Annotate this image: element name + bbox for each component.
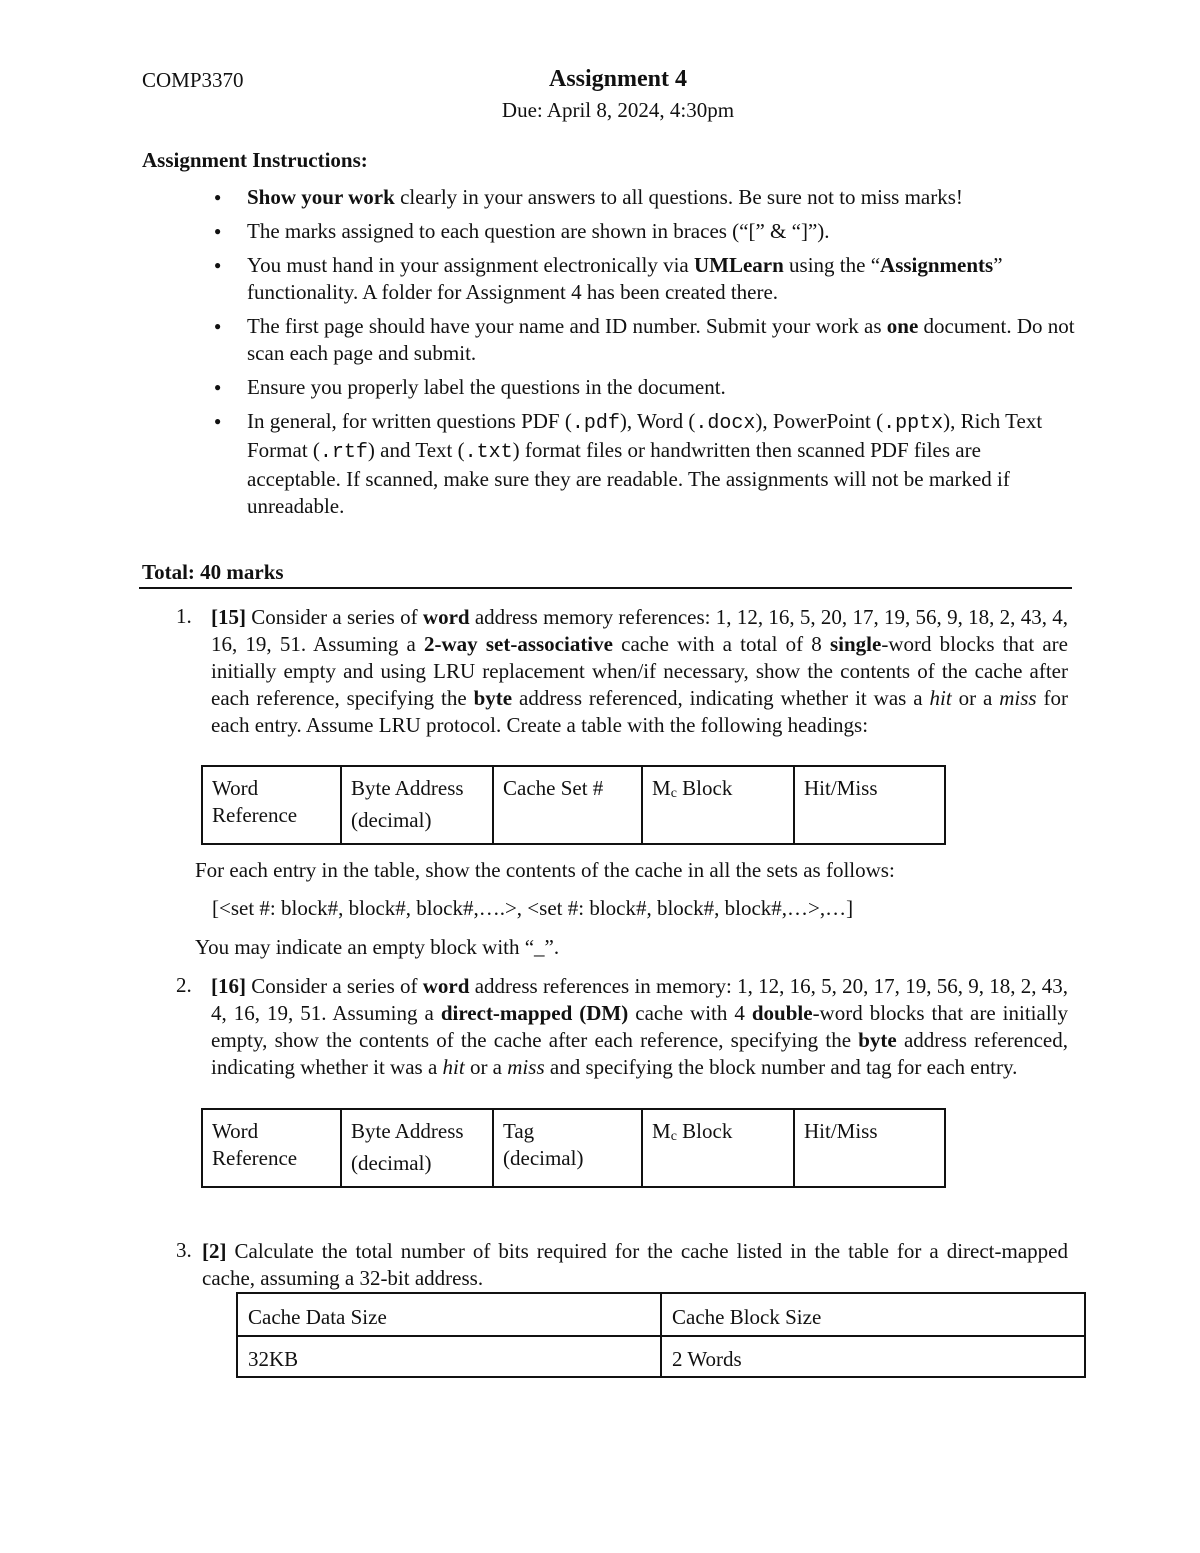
list-item	[247, 184, 1077, 211]
item-text: ) format files or handwritten then scanned PDF files are acceptable. If scanned, make sure they are readable. The assignments will not be marked if unreadable.	[247, 438, 1010, 518]
cell-text: Cache Set #	[503, 776, 604, 800]
emphasis: hit	[442, 1055, 465, 1079]
item-text: document. Do not scan each page and submit.	[247, 314, 1075, 365]
code-ext: .rtf	[319, 441, 368, 464]
table-cell	[661, 1336, 1085, 1377]
question-2-text	[211, 973, 1068, 1081]
cell-text: 32KB	[248, 1347, 299, 1371]
table-cell	[341, 766, 493, 844]
emphasis: one	[886, 314, 919, 338]
item-text: Ensure you properly label the questions in the document.	[247, 375, 726, 399]
total-marks: Total: 40 marks	[142, 560, 284, 584]
table-cell	[237, 1336, 661, 1377]
code-ext: .txt	[464, 441, 513, 464]
cell-text: Cache Block Size	[672, 1305, 822, 1329]
item-text: ) and Text (	[367, 438, 465, 462]
list-item	[247, 408, 1077, 520]
text: -word blocks that are initially empty, show the contents of the cache after each reference, specifying the	[211, 1001, 1068, 1052]
cell-text: (decimal)	[351, 1151, 432, 1175]
cell-text: Byte Address	[351, 776, 464, 800]
subscript: c	[670, 786, 677, 801]
text: Consider a series of	[246, 974, 423, 998]
text: address references in memory: 1, 12, 16, 5, 20, 17, 19, 56, 9, 18, 2, 43, 4, 16, 19, 51. Assuming a	[211, 974, 1068, 1025]
item-text: The marks assigned to each question are shown in braces (“[” & “]”).	[247, 219, 830, 243]
table-row	[202, 1109, 945, 1187]
emphasis: word	[422, 974, 470, 998]
table-cell	[237, 1293, 661, 1336]
instructions-heading: Assignment Instructions:	[142, 148, 368, 172]
emphasis: byte	[473, 686, 513, 710]
table-row	[237, 1336, 1085, 1377]
table-cell	[493, 1109, 642, 1187]
cell-text: Hit/Miss	[804, 1119, 878, 1143]
text: or a	[464, 1055, 508, 1079]
subscript: c	[670, 1129, 677, 1144]
list-item	[247, 218, 1077, 245]
emphasis: miss	[507, 1055, 545, 1079]
divider	[139, 587, 1072, 589]
list-item	[247, 313, 1077, 367]
cell-text: Cache Data Size	[248, 1305, 387, 1329]
question-number: 1.	[176, 604, 192, 628]
text: cache with 4	[628, 1001, 752, 1025]
list-item	[247, 374, 1077, 401]
item-text: clearly in your answers to all questions. Be sure not to miss marks!	[394, 185, 963, 209]
table-cell	[493, 766, 642, 844]
q1-followup-text: For each entry in the table, show the contents of the cache in all the sets as follows:	[195, 858, 895, 882]
table-cell	[642, 766, 794, 844]
emphasis: 2-way set-associative	[424, 632, 613, 656]
text: -word blocks that are initially empty and using LRU replacement when/if necessary, show the contents of the cache after each reference, specifying the	[211, 632, 1068, 710]
cell-text: M	[652, 1119, 671, 1143]
cell-text: Reference	[212, 1146, 298, 1170]
item-text: The first page should have your name and ID number. Submit your work as	[247, 314, 887, 338]
item-text: ), Rich Text Format (	[247, 409, 1043, 462]
instructions-list	[247, 184, 1077, 527]
cell-text: M	[652, 776, 671, 800]
cell-text: Block	[676, 1119, 733, 1143]
question-1-text	[211, 604, 1068, 739]
table-row	[237, 1293, 1085, 1336]
list-item	[247, 252, 1077, 306]
emphasis: hit	[929, 686, 952, 710]
item-text: using the “	[783, 253, 881, 277]
cell-text: Word	[212, 1119, 259, 1143]
question-3-text	[202, 1238, 1068, 1292]
item-text: In general, for written questions PDF (	[247, 409, 572, 433]
cell-text: Block	[676, 776, 733, 800]
course-code: COMP3370	[142, 68, 244, 92]
emphasis: direct-mapped (DM)	[440, 1001, 629, 1025]
cell-text: Word	[212, 776, 259, 800]
question-number: 2.	[176, 973, 192, 997]
emphasis: word	[422, 605, 470, 629]
table-cell	[642, 1109, 794, 1187]
emphasis: miss	[999, 686, 1037, 710]
emphasis: Show your work	[247, 185, 395, 209]
code-ext: .pdf	[571, 412, 620, 435]
cell-text: (decimal)	[351, 808, 432, 832]
table-cell	[202, 1109, 341, 1187]
marks: [15]	[211, 605, 246, 629]
cell-text: 2 Words	[672, 1347, 742, 1371]
item-text: ), Word (	[619, 409, 696, 433]
item-text: ), PowerPoint (	[755, 409, 884, 433]
question-3-table	[236, 1292, 1086, 1378]
table-row	[202, 766, 945, 844]
table-cell	[202, 766, 341, 844]
text: address referenced, indicating whether it was a	[211, 1028, 1068, 1079]
page-title: Assignment 4	[548, 66, 687, 92]
text: Consider a series of	[246, 605, 423, 629]
question-number: 3.	[176, 1238, 192, 1262]
marks: [2]	[202, 1239, 227, 1263]
table-cell	[341, 1109, 493, 1187]
table-cell	[794, 1109, 945, 1187]
cell-text: Tag	[503, 1119, 535, 1143]
text: and specifying the block number and tag for each entry.	[544, 1055, 1018, 1079]
emphasis: single	[830, 632, 882, 656]
item-text: ” functionality. A folder for Assignment 4 has been created there.	[247, 253, 1003, 304]
text: address referenced, indicating whether it was a	[512, 686, 930, 710]
table-cell	[661, 1293, 1085, 1336]
question-1-table	[201, 765, 946, 845]
text: address memory references: 1, 12, 16, 5, 20, 17, 19, 56, 9, 18, 2, 43, 4, 16, 19, 51. Assuming a	[211, 605, 1068, 656]
code-ext: .docx	[695, 412, 756, 435]
emphasis: Assignments	[880, 253, 994, 277]
emphasis: UMLearn	[693, 253, 784, 277]
cell-text: Reference	[212, 803, 298, 827]
cell-text: Byte Address	[351, 1119, 464, 1143]
text: for each entry. Assume LRU protocol. Create a table with the following headings:	[211, 686, 1068, 737]
q1-empty-note: You may indicate an empty block with “_”.	[195, 935, 560, 959]
due-date: Due: April 8, 2024, 4:30pm	[501, 98, 735, 122]
table-cell	[794, 766, 945, 844]
emphasis: byte	[858, 1028, 897, 1052]
text: Calculate the total number of bits required for the cache listed in the table for a direct-mapped cache, assuming a 32-bit address.	[202, 1239, 1068, 1290]
code-ext: .pptx	[883, 412, 944, 435]
emphasis: double	[751, 1001, 813, 1025]
cell-text: Hit/Miss	[804, 776, 878, 800]
question-2-table	[201, 1108, 946, 1188]
text: cache with a total of 8	[612, 632, 830, 656]
marks: [16]	[211, 974, 246, 998]
cell-text: (decimal)	[503, 1146, 584, 1170]
item-text: You must hand in your assignment electronically via	[247, 253, 694, 277]
q1-format-example: [<set #: block#, block#, block#,….>, <set #: block#, block#, block#,…>,…]	[212, 896, 854, 920]
text: or a	[951, 686, 1000, 710]
